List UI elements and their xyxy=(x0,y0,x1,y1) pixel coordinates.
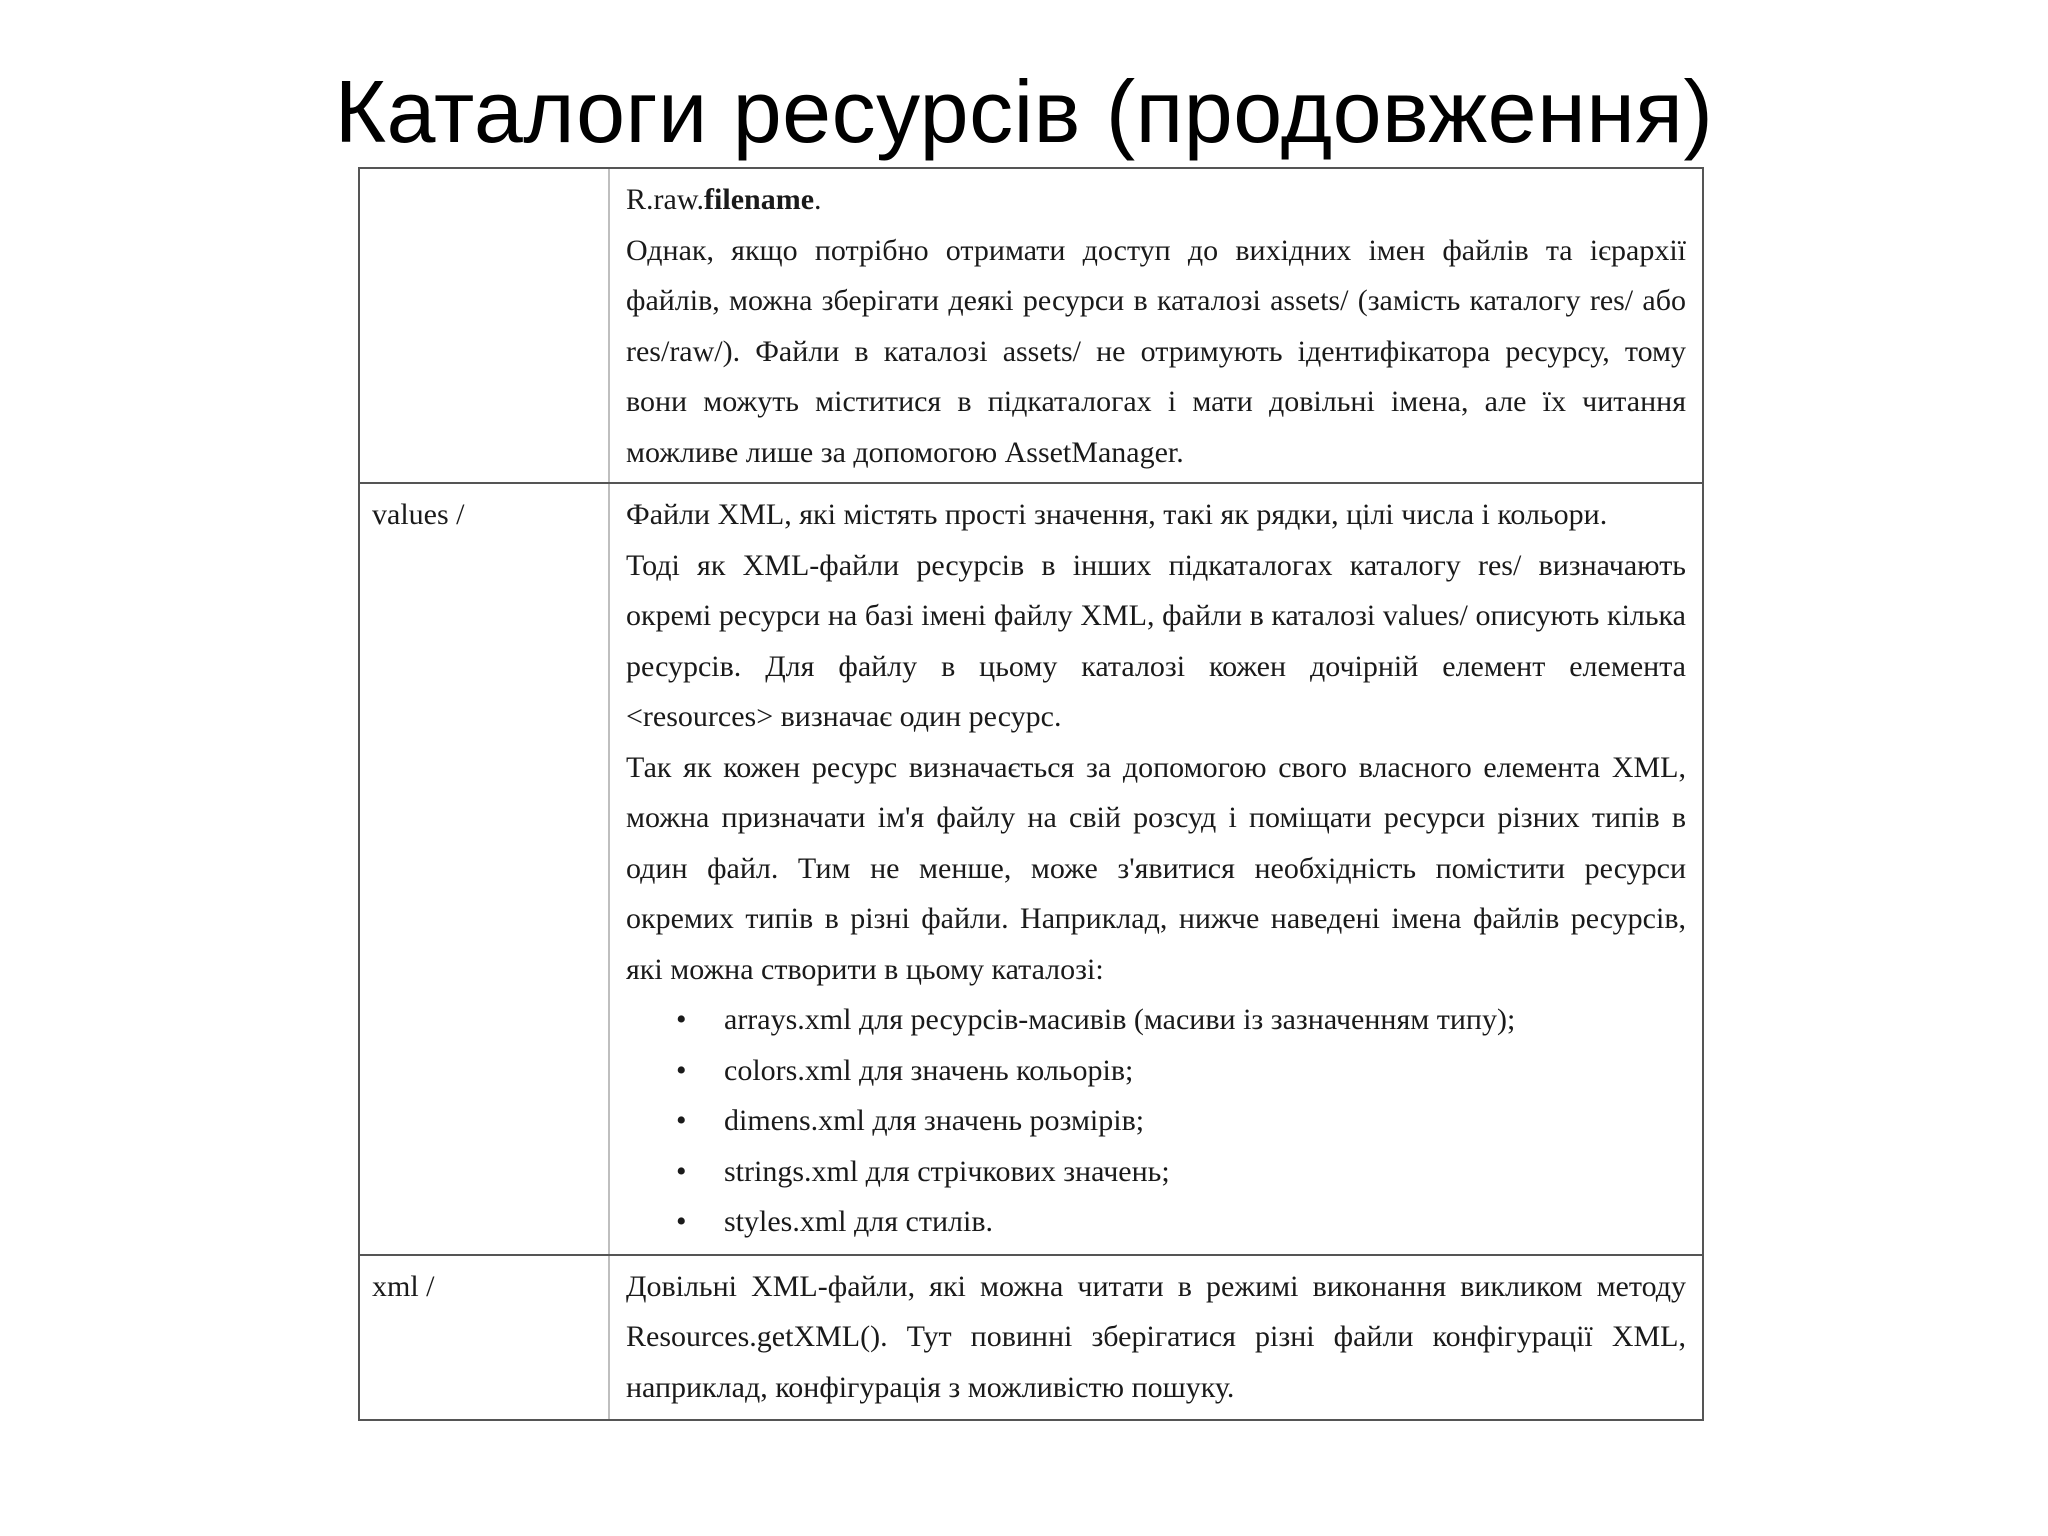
list-item xyxy=(626,995,1686,1046)
description-paragraph: Файли XML, які містять прості значення, такі як рядки, цілі числа і кольори. xyxy=(626,498,1608,531)
list-item-text: arrays.xml для ресурсів-масивів (масиви із зазначенням типу); xyxy=(724,1003,1516,1036)
directory-name-cell: values / xyxy=(360,484,610,1254)
description-cell xyxy=(610,169,1702,482)
raw-suffix: . xyxy=(814,183,822,216)
resource-directories-table xyxy=(358,167,1704,1421)
bullet-icon: • xyxy=(676,1053,687,1087)
bullet-icon: • xyxy=(676,1205,687,1238)
bullet-icon: • xyxy=(676,1104,687,1137)
list-item xyxy=(626,1197,1686,1248)
raw-filename-line xyxy=(626,175,1686,226)
slide-title: Каталоги ресурсів (продовження) xyxy=(334,62,1714,161)
values-file-list xyxy=(626,995,1686,1248)
table-row xyxy=(360,169,1702,482)
list-item xyxy=(626,1147,1686,1198)
bullet-icon: • xyxy=(676,1154,687,1188)
table-row xyxy=(360,1254,1702,1420)
bullet-icon: • xyxy=(676,1003,687,1036)
description-paragraph: Однак, якщо потрібно отримати доступ до вихідних імен файлів та ієрархії файлів, можна зберігати деякі ресурси в каталозі assets/ (замість каталогу res/ або res/raw/). Файли в каталозі assets/ не отримують ідентифікатора ресурсу, тому вони можуть міститися в підкаталогах і мати довільні імена, але їх читання можливе лише за допомогою AssetManager. xyxy=(626,233,1686,469)
table-row xyxy=(360,482,1702,1254)
description-cell xyxy=(610,1256,1702,1420)
directory-name-cell: xml / xyxy=(360,1256,610,1420)
description-paragraph: Тоді як XML-файли ресурсів в інших підкаталогах каталогу res/ визначають окремі ресурси на базі імені файлу XML, файли в каталозі values/ описують кілька ресурсів. Для файлу в цьому каталозі кожен дочірній елемент елемента <resources> визначає один ресурс. xyxy=(626,548,1686,733)
list-item-text: colors.xml для значень кольорів; xyxy=(724,1053,1134,1087)
description-paragraph: Так як кожен ресурс визначається за допомогою свого власного елемента XML, можна призначати ім'я файлу на свій розсуд і поміщати ресурси різних типів в один файл. Тим не менше, може з'явитися необхідність помістити ресурси окремих типів в різні файли. Наприклад, нижче наведені імена файлів ресурсів, які можна створити в цьому каталозі: xyxy=(626,750,1686,986)
directory-name-cell xyxy=(360,169,610,482)
raw-prefix: R.raw. xyxy=(626,183,705,216)
list-item-text: dimens.xml для значень розмірів; xyxy=(724,1104,1145,1137)
description-cell xyxy=(610,484,1702,1254)
list-item xyxy=(626,1046,1686,1097)
list-item xyxy=(626,1096,1686,1147)
list-item-text: styles.xml для стилів. xyxy=(724,1205,993,1238)
list-item-text: strings.xml для стрічкових значень; xyxy=(724,1154,1170,1188)
description-paragraph: Довільні XML-файли, які можна читати в режимі виконання викликом методу Resources.getXML(). Тут повинні зберігатися різні файли конфігурації XML, наприклад, конфігурація з можливістю пошуку. xyxy=(626,1269,1686,1404)
raw-filename-bold: filename xyxy=(704,183,815,216)
